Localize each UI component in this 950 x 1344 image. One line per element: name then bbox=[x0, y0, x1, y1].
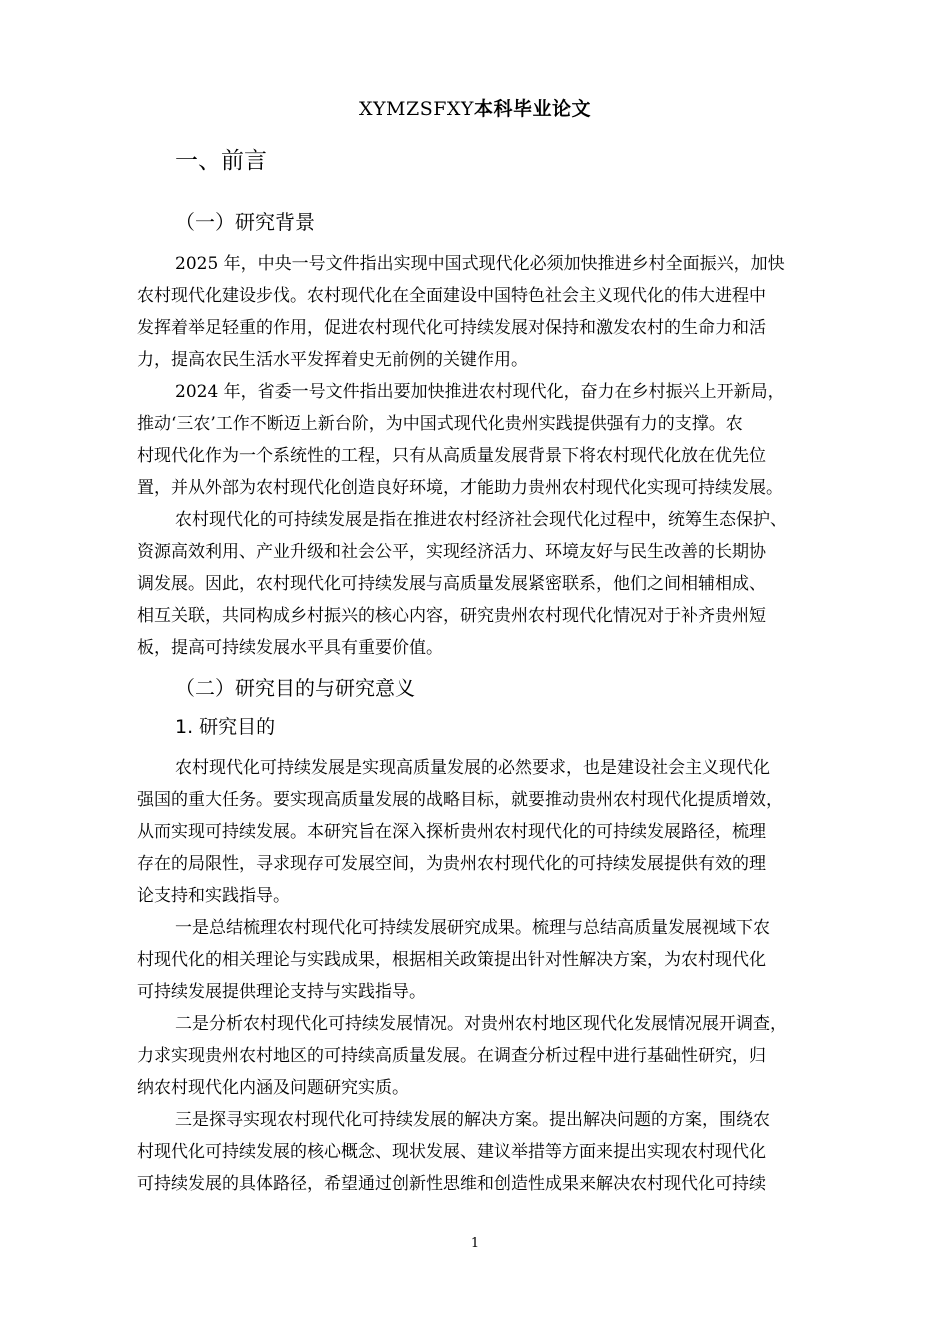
header-title: 本科毕业论文 bbox=[473, 98, 591, 120]
paragraph: 一是总结梳理农村现代化可持续发展研究成果。梳理与总结高质量发展视域下农 村现代化的相关理论与实践成果，根据相关政策提出针对性解决方案，为农村现代化 可持续发展提供理论支持与实践指导。 bbox=[137, 918, 770, 1002]
body-content bbox=[137, 140, 859, 1200]
paragraph: 二是分析农村现代化可持续发展情况。对贵州农村地区现代化发展情况展开调查， 力求实现贵州农村地区的可持续高质量发展。在调查分析过程中进行基础性研究，归 纳农村现代化内涵及问题研究实质。 bbox=[137, 1014, 787, 1098]
subsection-heading-purpose: 1. 研究目的 bbox=[175, 716, 276, 738]
section-heading-purpose: （二）研究目的与研究意义 bbox=[175, 676, 415, 700]
paragraph: 2025 年，中央一号文件指出实现中国式现代化必须加快推进乡村全面振兴，加快 农村现代化建设步伐。农村现代化在全面建设中国特色社会主义现代化的伟大进程中 发挥着举足轻重的作用，促进农村现代化可持续发展对保持和激发农村的生命力和活 力，提高农民生活水平发挥着史无前例的关键作用。 bbox=[137, 254, 785, 370]
page-number: 1 bbox=[470, 1236, 480, 1251]
section-heading-preface: 一、前言 bbox=[175, 148, 267, 174]
paragraph: 三是探寻实现农村现代化可持续发展的解决方案。提出解决问题的方案，围绕农 村现代化可持续发展的核心概念、现状发展、建议举措等方面来提出实现农村现代化 可持续发展的具体路径，希望通过创新性思维和创造性成果来解决农村现代化可持续 bbox=[137, 1110, 770, 1194]
paragraph: 农村现代化可持续发展是实现高质量发展的必然要求，也是建设社会主义现代化 强国的重大任务。要实现高质量发展的战略目标，就要推动贵州农村现代化提质增效， 从而实现可持续发展。本研究旨在深入探析贵州农村现代化的可持续发展路径，梳理 存在的局限性，寻求现存可发展空间，为贵州农村现代化的可持续发展提供有效的理 论支持和实践指导。 bbox=[137, 758, 783, 906]
running-header bbox=[0, 96, 950, 122]
header-code: XYMZSFXY bbox=[358, 98, 474, 120]
section-heading-background: （一）研究背景 bbox=[175, 210, 315, 234]
paragraph: 2024 年，省委一号文件指出要加快推进农村现代化，奋力在乡村振兴上开新局， 推动‘三农’工作不断迈上新台阶，为中国式现代化贵州实践提供强有力的支撑。农 村现代化作为一个系统性的工程，只有从高质量发展背景下将农村现代化放在优先位 置，并从外部为农村现代化创造良好环境，才能助力贵州农村现代化实现可持续发展。 bbox=[137, 382, 785, 498]
paragraph: 农村现代化的可持续发展是指在推进农村经济社会现代化过程中，统筹生态保护、 资源高效利用、产业升级和社会公平，实现经济活力、环境友好与民生改善的长期协 调发展。因此，农村现代化可持续发展与高质量发展紧密联系，他们之间相辅相成、 相互关联，共同构成乡村振兴的核心内容，研究贵州农村现代化情况对于补齐贵州短 板，提高可持续发展水平具有重要价值。 bbox=[137, 510, 787, 658]
